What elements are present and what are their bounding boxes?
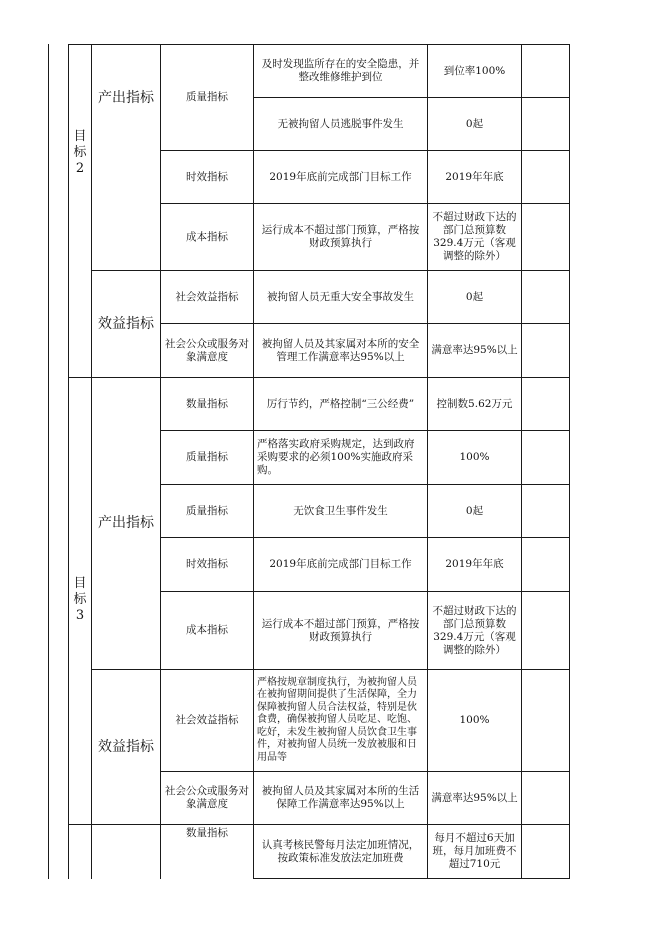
secondary-indicator: 社会效益指标: [175, 290, 239, 303]
secondary-indicator: 时效指标: [186, 170, 228, 183]
indicator-content: 认真考核民警每月法定加班情况，按政策标准发放法定加班费: [261, 838, 420, 864]
secondary-indicator: 质量指标: [186, 451, 228, 463]
indicator-value: 0起: [465, 504, 484, 517]
indicator-value: 2019年年底: [445, 170, 504, 183]
secondary-indicator: 成本指标: [186, 624, 228, 636]
secondary-indicator: 社会效益指标: [175, 714, 239, 726]
grid-line: [569, 44, 570, 879]
goal-2-label: [69, 129, 91, 177]
indicator-content: 被拘留人员及其家属对本所的安全管理工作满意率达95%以上: [261, 337, 420, 363]
grid-line: [521, 44, 522, 879]
goal-3-benefit-label: 效益指标: [98, 738, 154, 755]
indicator-content: 运行成本不超过部门预算，严格按财政预算执行: [261, 224, 420, 249]
indicator-content: 严格按规章制度执行，为被拘留人员在被拘留期间提供了生活保障，全力保障被拘留人员合法权益，特别是伙食费，确保被拘留人员吃足、吃饱、吃好，未发生被拘留人员饮食卫生事件，对被拘留人员统一发放被服和日用品等: [257, 676, 417, 763]
indicator-value: 每月不超过6天加班，每月加班费不超过710元: [432, 832, 517, 870]
goal-3-char: 3: [75, 608, 85, 623]
indicator-value: 不超过财政下达的部门总预算数329.4万元（客观调整的除外）: [432, 604, 517, 656]
grid-line: [48, 44, 49, 879]
goal-2-char: 目: [73, 129, 87, 144]
indicator-content: 被拘留人员无重大安全事故发生: [267, 290, 414, 303]
indicator-value: 不超过财政下达的部门总预算数329.4万元（客观调整的除外）: [432, 211, 517, 262]
indicator-value: 2019年年底: [445, 558, 504, 570]
secondary-indicator: 时效指标: [186, 558, 228, 570]
indicator-value: 0起: [465, 117, 484, 130]
goal-3-char: 目: [73, 576, 87, 591]
goal-3-label: [69, 576, 91, 624]
indicator-value: 满意率达95%以上: [431, 344, 518, 356]
indicator-content: 2019年底前完成部门目标工作: [269, 170, 412, 183]
indicator-content: 被拘留人员及其家属对本所的生活保障工作满意率达95%以上: [261, 785, 420, 810]
secondary-indicator: 社会公众或服务对象满意度: [165, 337, 249, 363]
grid-line: [253, 878, 569, 879]
secondary-indicator: 成本指标: [186, 230, 228, 243]
secondary-indicator: 质量指标: [186, 91, 228, 103]
indicator-content: 无饮食卫生事件发生: [293, 504, 388, 517]
indicator-value: 到位率100%: [443, 64, 506, 77]
indicator-content: 及时发现监所存在的安全隐患，并整改维修维护到位: [261, 58, 420, 83]
secondary-indicator: 质量指标: [186, 504, 228, 517]
secondary-indicator: 数量指标: [186, 827, 228, 839]
goal-3-output-label: 产出指标: [98, 515, 154, 531]
indicator-content: 严格落实政府采购规定，达到政府采购要求的必须100%实施政府采购。: [257, 438, 415, 476]
indicator-content: 无被拘留人员逃脱事件发生: [277, 117, 404, 130]
goal-2-char: 2: [75, 161, 85, 176]
indicator-value: 100%: [459, 714, 490, 726]
secondary-indicator: 数量指标: [186, 397, 228, 410]
indicator-content: 厉行节约，严格控制“三公经费”: [266, 397, 415, 410]
indicator-value: 100%: [459, 451, 490, 463]
indicator-value: 满意率达95%以上: [431, 791, 518, 804]
goal-3-char: 标: [73, 592, 87, 607]
indicator-value: 0起: [465, 290, 484, 303]
indicator-content: 运行成本不超过部门预算，严格按财政预算执行: [261, 617, 420, 643]
secondary-indicator: 社会公众或服务对象满意度: [165, 785, 249, 810]
indicator-value: 控制数5.62万元: [436, 397, 513, 410]
goal-2-benefit-label: 效益指标: [98, 315, 154, 332]
indicator-content: 2019年底前完成部门目标工作: [269, 558, 412, 570]
goal-2-char: 标: [73, 145, 87, 160]
goal-2-output-label: 产出指标: [98, 90, 154, 106]
